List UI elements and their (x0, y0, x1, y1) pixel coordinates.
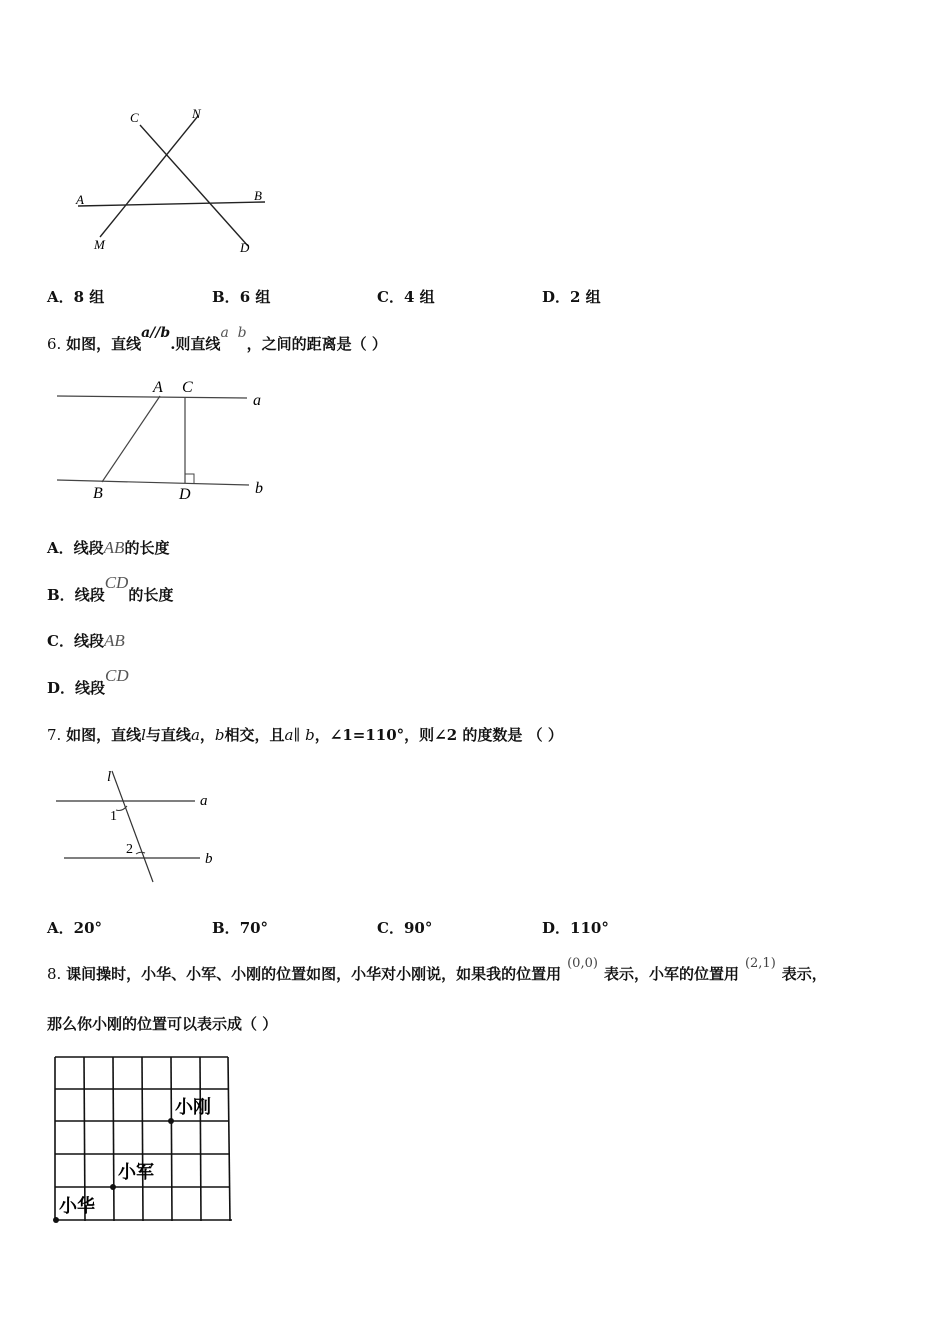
line-ab (78, 202, 265, 206)
option-text: 90° (403, 919, 433, 937)
q8-text1: 课间操时，小华、小军、小刚的位置如图，小华对小刚说，如果我的位置用 (66, 965, 562, 983)
option-letter: D． (47, 679, 76, 697)
q8-coord2: (2,1) (744, 956, 776, 971)
label-c: C (130, 110, 139, 125)
q7-sep: ， (199, 726, 215, 744)
line-a (57, 396, 247, 398)
q5-option-b[interactable] (212, 286, 270, 307)
q7-text2: 与直线 (145, 726, 191, 744)
label-d-point: D (179, 486, 191, 502)
label-m: M (94, 237, 105, 252)
line-l (112, 771, 153, 882)
q7-option-c[interactable] (377, 917, 432, 938)
angle-2-arc (136, 852, 145, 854)
label-a: a (200, 793, 208, 809)
q7-parallel: a∥ b (284, 726, 315, 744)
q5-figure (70, 100, 280, 260)
segment-ab (102, 396, 160, 482)
option-suffix: 的长度 (124, 539, 170, 557)
q6-text-after: ，之间的距离是（ ） (246, 335, 387, 353)
label-a-point: A (153, 379, 163, 396)
option-text: 20° (73, 919, 103, 937)
q7-b: b (214, 726, 225, 744)
line-cd (140, 125, 248, 246)
option-text: 线段 (73, 539, 104, 557)
q6-text-before: 如图，直线 (66, 335, 142, 353)
option-letter: D． (542, 288, 571, 306)
option-letter: A． (47, 288, 74, 306)
label-1: 1 (110, 809, 117, 824)
option-math: CD (104, 573, 129, 592)
q7-number: 7. (47, 726, 62, 744)
q7-option-d[interactable] (542, 917, 609, 938)
q6-lines-expr: a b (220, 325, 247, 341)
q7-figure (50, 765, 230, 890)
label-xiaojun: 小军 (118, 1162, 154, 1183)
q7-a: a (190, 726, 200, 744)
line-b (57, 480, 249, 485)
option-letter: B． (212, 288, 240, 306)
option-letter: C． (377, 288, 404, 306)
q8-text3: 表示， (781, 965, 827, 983)
label-a: A (76, 192, 84, 207)
q8-text2: 表示，小军的位置用 (603, 965, 739, 983)
label-b-line: b (255, 480, 263, 497)
q8-stem-line1 (47, 956, 827, 984)
option-math: AB (103, 538, 125, 557)
q8-coord1: (0,0) (567, 956, 598, 971)
xiaojun-dot (110, 1184, 116, 1190)
option-letter: A． (47, 539, 74, 557)
option-text: 线段 (75, 679, 106, 697)
label-l: l (107, 769, 112, 785)
q8-stem-line2: 那么你小刚的位置可以表示成（ ） (47, 1015, 278, 1033)
q7-text: 如图，直线 (66, 726, 142, 744)
q6-option-a[interactable] (47, 537, 169, 558)
q6-option-c[interactable] (47, 630, 125, 651)
q7-stem (47, 724, 563, 745)
label-2: 2 (126, 842, 133, 857)
label-xiaogang: 小刚 (175, 1097, 211, 1118)
option-letter: D． (542, 919, 571, 937)
q7-l: l (141, 726, 146, 744)
option-letter: C． (47, 632, 74, 650)
label-b: B (254, 188, 262, 203)
q6-parallel-expr: a//b (141, 325, 171, 341)
q8-grid-figure (50, 1053, 240, 1228)
q7-text3: 相交，且 (224, 726, 285, 744)
q6-text-mid: .则直线 (170, 335, 221, 353)
option-letter: B． (212, 919, 240, 937)
option-letter: B． (47, 586, 75, 604)
label-xiaohua: 小华 (59, 1196, 95, 1217)
option-math: AB (103, 631, 125, 650)
q7-option-a[interactable] (47, 917, 102, 938)
q6-option-d[interactable] (47, 666, 129, 698)
right-angle-mark (185, 474, 194, 483)
option-text: 110° (570, 919, 609, 937)
option-letter: A． (47, 919, 74, 937)
q5-option-a[interactable] (47, 286, 104, 307)
option-text: 6 组 (239, 288, 271, 306)
label-b: b (205, 851, 213, 867)
label-a-line: a (253, 392, 261, 409)
q6-figure (55, 372, 275, 502)
option-text: 2 组 (570, 288, 601, 306)
label-b-point: B (93, 485, 103, 502)
q8-number: 8. (47, 965, 62, 983)
q7-option-b[interactable] (212, 917, 268, 938)
q7-text4: ，∠1=110°，则∠2 的度数是 （ ） (314, 726, 563, 744)
q5-option-d[interactable] (542, 286, 601, 307)
option-suffix: 的长度 (128, 586, 174, 604)
option-text: 线段 (73, 632, 104, 650)
q5-option-c[interactable] (377, 286, 435, 307)
option-letter: C． (377, 919, 404, 937)
q6-option-b[interactable] (47, 573, 174, 605)
label-n: N (192, 106, 201, 121)
option-math: CD (105, 666, 129, 685)
label-c-point: C (182, 379, 193, 396)
option-text: 线段 (74, 586, 105, 604)
xiaogang-dot (168, 1118, 174, 1124)
option-text: 8 组 (73, 288, 105, 306)
label-d: D (240, 240, 250, 255)
xiaohua-dot (53, 1217, 59, 1223)
q6-stem (47, 325, 387, 354)
option-text: 4 组 (403, 288, 435, 306)
q6-number: 6. (47, 335, 62, 353)
option-text: 70° (239, 919, 269, 937)
